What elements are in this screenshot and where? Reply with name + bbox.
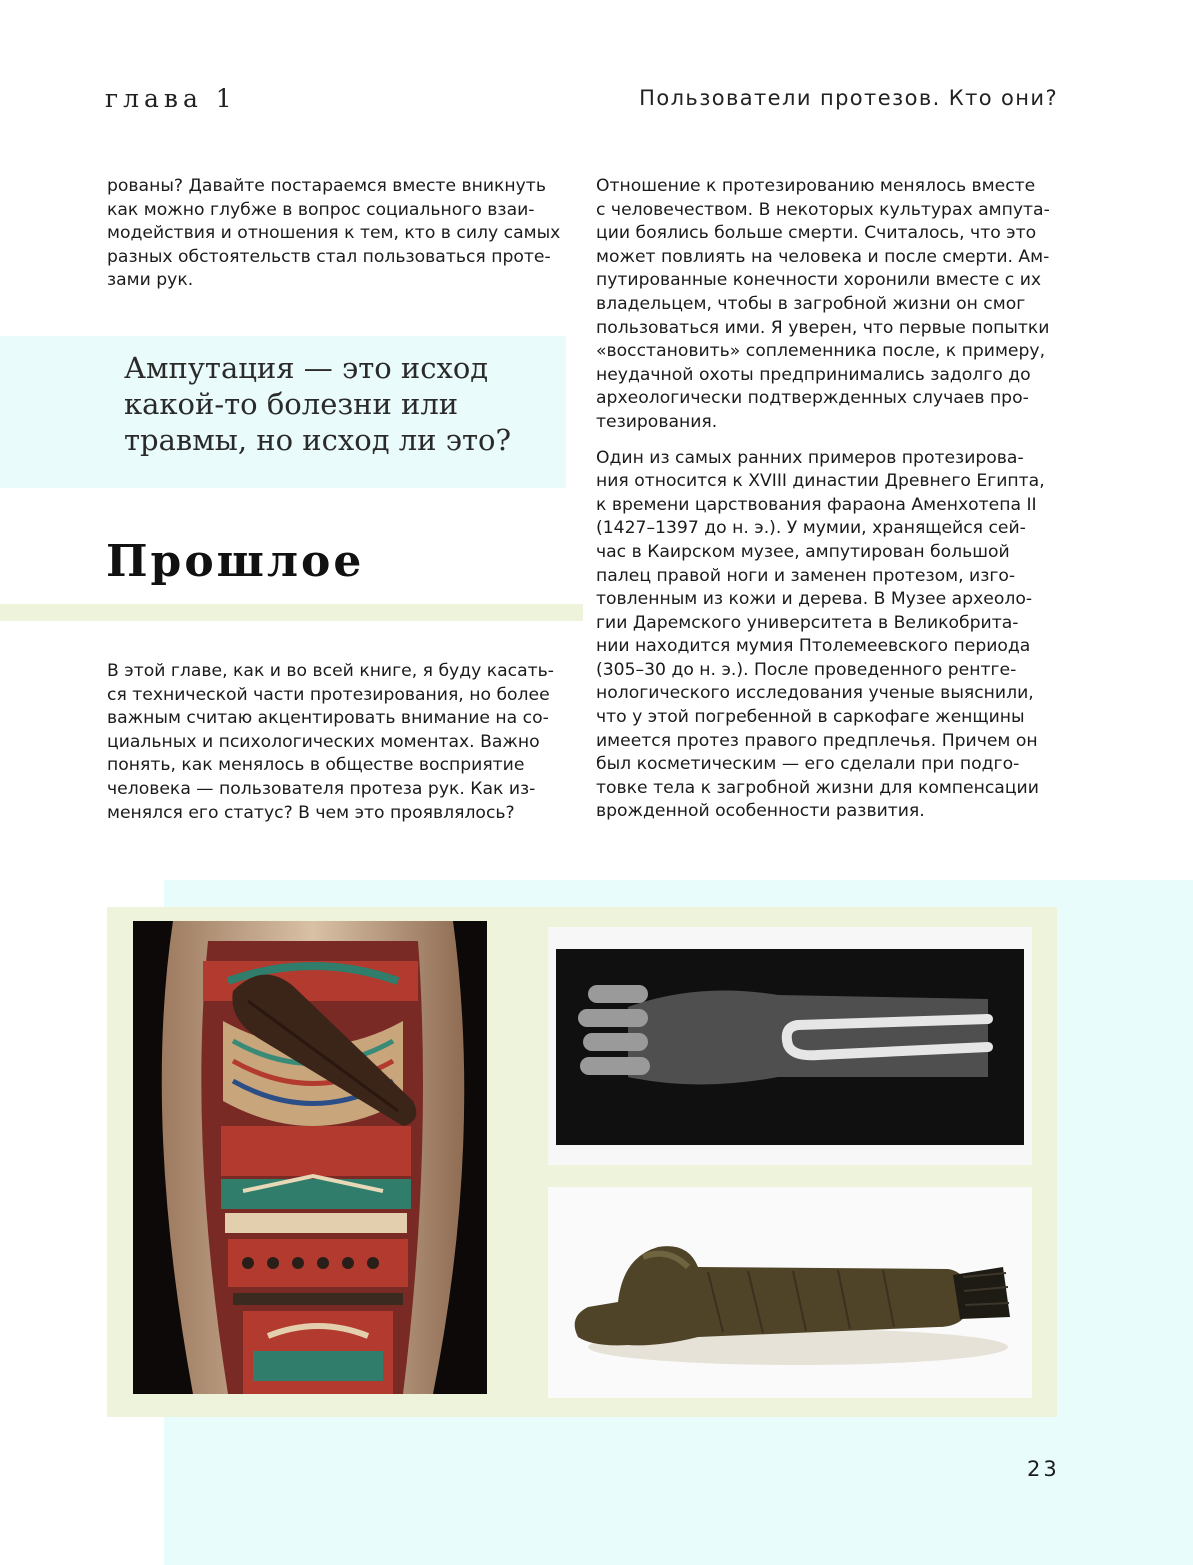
mummy-photo <box>133 921 487 1394</box>
left-column-bottom <box>107 660 577 825</box>
chapter-label: глава 1 <box>105 84 237 113</box>
right-paragraph-early-examples: Один из самых ранних примеров протезирова- ния относится к XVIII династии Древнего Египта, к времени царствования фараона Аменхотепа II (1427–1397 до н. э.). У мумии, хранящейся сей- час в Каирском музее, ампутирован большой палец правой ноги и заменен протезом, изго- товленным из кожи и дерева. В Музее археоло- гии Даремского университета в Великобрита- нии находится мумия Птолемеевского периода (305–30 до н. э.). После проведенного рентге- нологического исследования ученые выяснили, что у этой погребенной в саркофаге женщины имеется протез правого предплечья. Причем он был косметическим — его сделали при подго- товке тела к загробной жизни для компенсации врожденной особенности развития. <box>596 447 1045 822</box>
running-title: Пользователи протезов. Кто они? <box>639 86 1058 110</box>
left-column-top <box>107 175 577 293</box>
left-paragraph-intro: рованы? Давайте постараемся вместе вникнуть как можно глубже в вопрос социального взаи- модействия и отношения к тем, кто в силу самых разных обстоятельств стал пользоваться проте- зами рук. <box>107 176 561 291</box>
right-column <box>596 175 1066 824</box>
right-paragraph-attitudes: Отношение к протезированию менялось вместе с человечеством. В некоторых культурах ампута- ции боялись больше смерти. Считалось, что это может повлиять на человека и после смерти. Ам- путированные конечности хоронили вместе с их владельцем, чтобы в загробной жизни он смог пользоваться ими. Я уверен, что первые попытки «восстановить» соплеменника после, к примеру, неудачной охоты предпринимались задолго до археологически подтвержденных случаев про- тезирования. <box>596 176 1050 432</box>
pull-quote: Ампутация — это исход какой-то болезни или травмы, но исход ли это? <box>124 351 512 457</box>
prosthesis-illustration <box>548 1187 1032 1398</box>
section-title: Прошлое <box>106 536 365 587</box>
heading-underline-bar <box>0 604 583 621</box>
page-number: 23 <box>1027 1457 1060 1481</box>
mummy-illustration <box>133 921 487 1394</box>
xray-photo <box>548 927 1032 1165</box>
left-paragraph-chapter-scope: В этой главе, как и во всей книге, я буду касать- ся технической части протезирования, но более важным считаю акцентировать внимание на со- циальных и психологических моментах. Важно понять, как менялось в обществе восприятие человека — пользователя протеза рук. Как из- менялся его статус? В чем это проявлялось? <box>107 661 554 823</box>
xray-illustration <box>548 927 1032 1165</box>
prosthesis-photo <box>548 1187 1032 1398</box>
